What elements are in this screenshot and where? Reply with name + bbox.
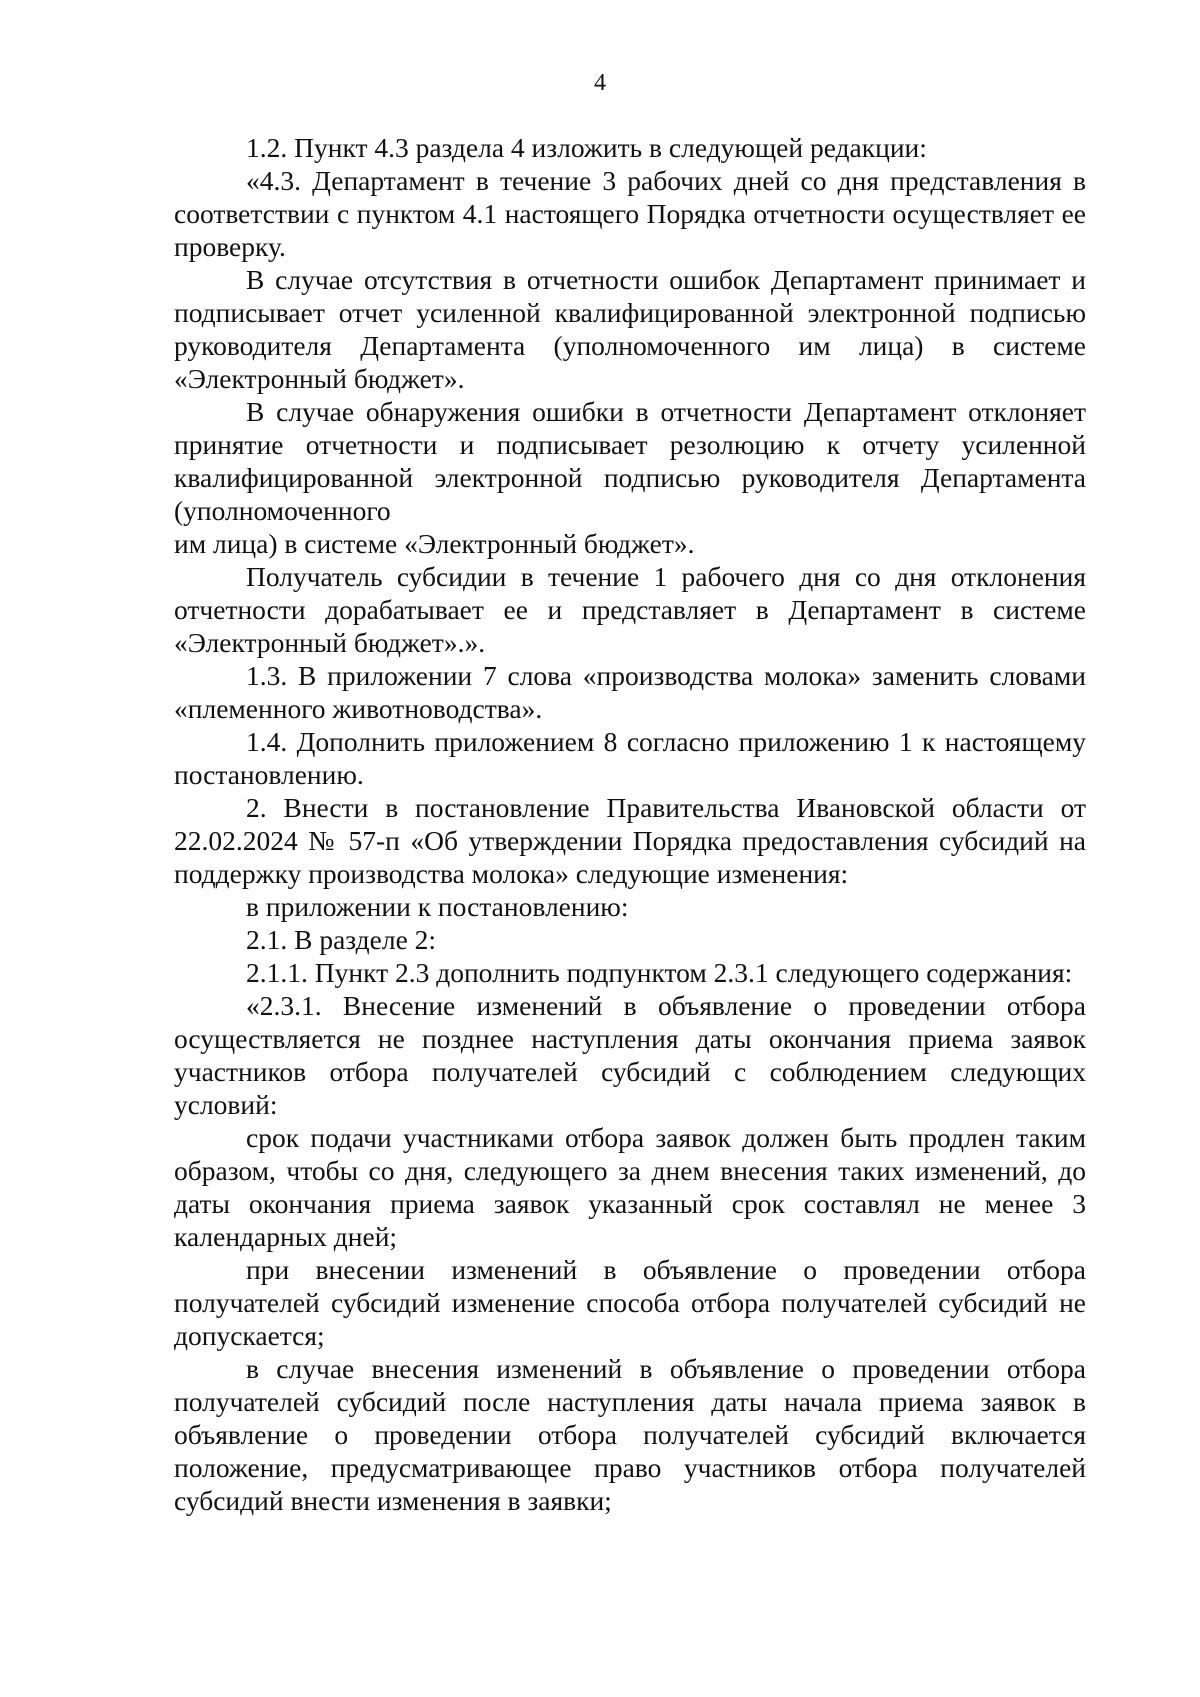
- paragraph-no-errors: В случае отсутствия в отчетности ошибок Департамент принимает и подписывает отчет усиленной квалифицированной электронной подписью руководителя Департамента (уполномоченного им лица) в системе «Электронный бюджет».: [174, 264, 1086, 394]
- paragraph-errors-found-continued: им лица) в системе «Электронный бюджет».: [174, 528, 695, 559]
- paragraph-1-4: 1.4. Дополнить приложением 8 согласно приложению 1 к настоящему постановлению.: [174, 726, 1086, 790]
- paragraph-2-1: 2.1. В разделе 2:: [246, 924, 437, 955]
- page-number: 4: [594, 70, 606, 96]
- paragraph-deadline-extension: срок подачи участниками отбора заявок должен быть продлен таким образом, чтобы со дня, следующего за днем внесения таких изменений, до даты окончания приема заявок указанный срок составлял не менее 3 календарных дней;: [174, 1122, 1086, 1252]
- paragraph-in-appendix: в приложении к постановлению:: [246, 891, 629, 922]
- paragraph-2-3-1: «2.3.1. Внесение изменений в объявление о проведении отбора осуществляется не позднее наступления даты окончания приема заявок участников отбора получателей субсидий с соблюдением следующих условий:: [174, 990, 1086, 1120]
- paragraph-2-1-1: 2.1.1. Пункт 2.3 дополнить подпунктом 2.3.1 следующего содержания:: [246, 957, 1073, 988]
- paragraph-errors-found: В случае обнаружения ошибки в отчетности Департамент отклоняет принятие отчетности и подписывает резолюцию к отчету усиленной квалифицированной электронной подписью руководителя Департамента (уполномоченного: [174, 396, 1086, 526]
- paragraph-application-changes: в случае внесения изменений в объявление о проведении отбора получателей субсидий после наступления даты начала приема заявок в объявление о проведении отбора получателей субсидий включается положение, предусматривающее право участников отбора получателей субсидий внести изменения в заявки;: [174, 1353, 1086, 1516]
- paragraph-1-2: 1.2. Пункт 4.3 раздела 4 изложить в следующей редакции:: [246, 132, 927, 163]
- paragraph-1-3: 1.3. В приложении 7 слова «производства молока» заменить словами «племенного животноводства».: [174, 660, 1086, 724]
- paragraph-2: 2. Внести в постановление Правительства Ивановской области от 22.02.2024 № 57-п «Об утверждении Порядка предоставления субсидий на поддержку производства молока» следующие изменения:: [174, 792, 1086, 889]
- paragraph-recipient-rework: Получатель субсидии в течение 1 рабочего дня со дня отклонения отчетности дорабатывает ее и представляет в Департамент в системе «Электронный бюджет».».: [174, 561, 1086, 658]
- paragraph-4-3: «4.3. Департамент в течение 3 рабочих дней со дня представления в соответствии с пунктом 4.1 настоящего Порядка отчетности осуществляет ее проверку.: [174, 165, 1086, 262]
- document-body: [174, 131, 1086, 1517]
- paragraph-method-change: при внесении изменений в объявление о проведении отбора получателей субсидий изменение способа отбора получателей субсидий не допускается;: [174, 1254, 1086, 1351]
